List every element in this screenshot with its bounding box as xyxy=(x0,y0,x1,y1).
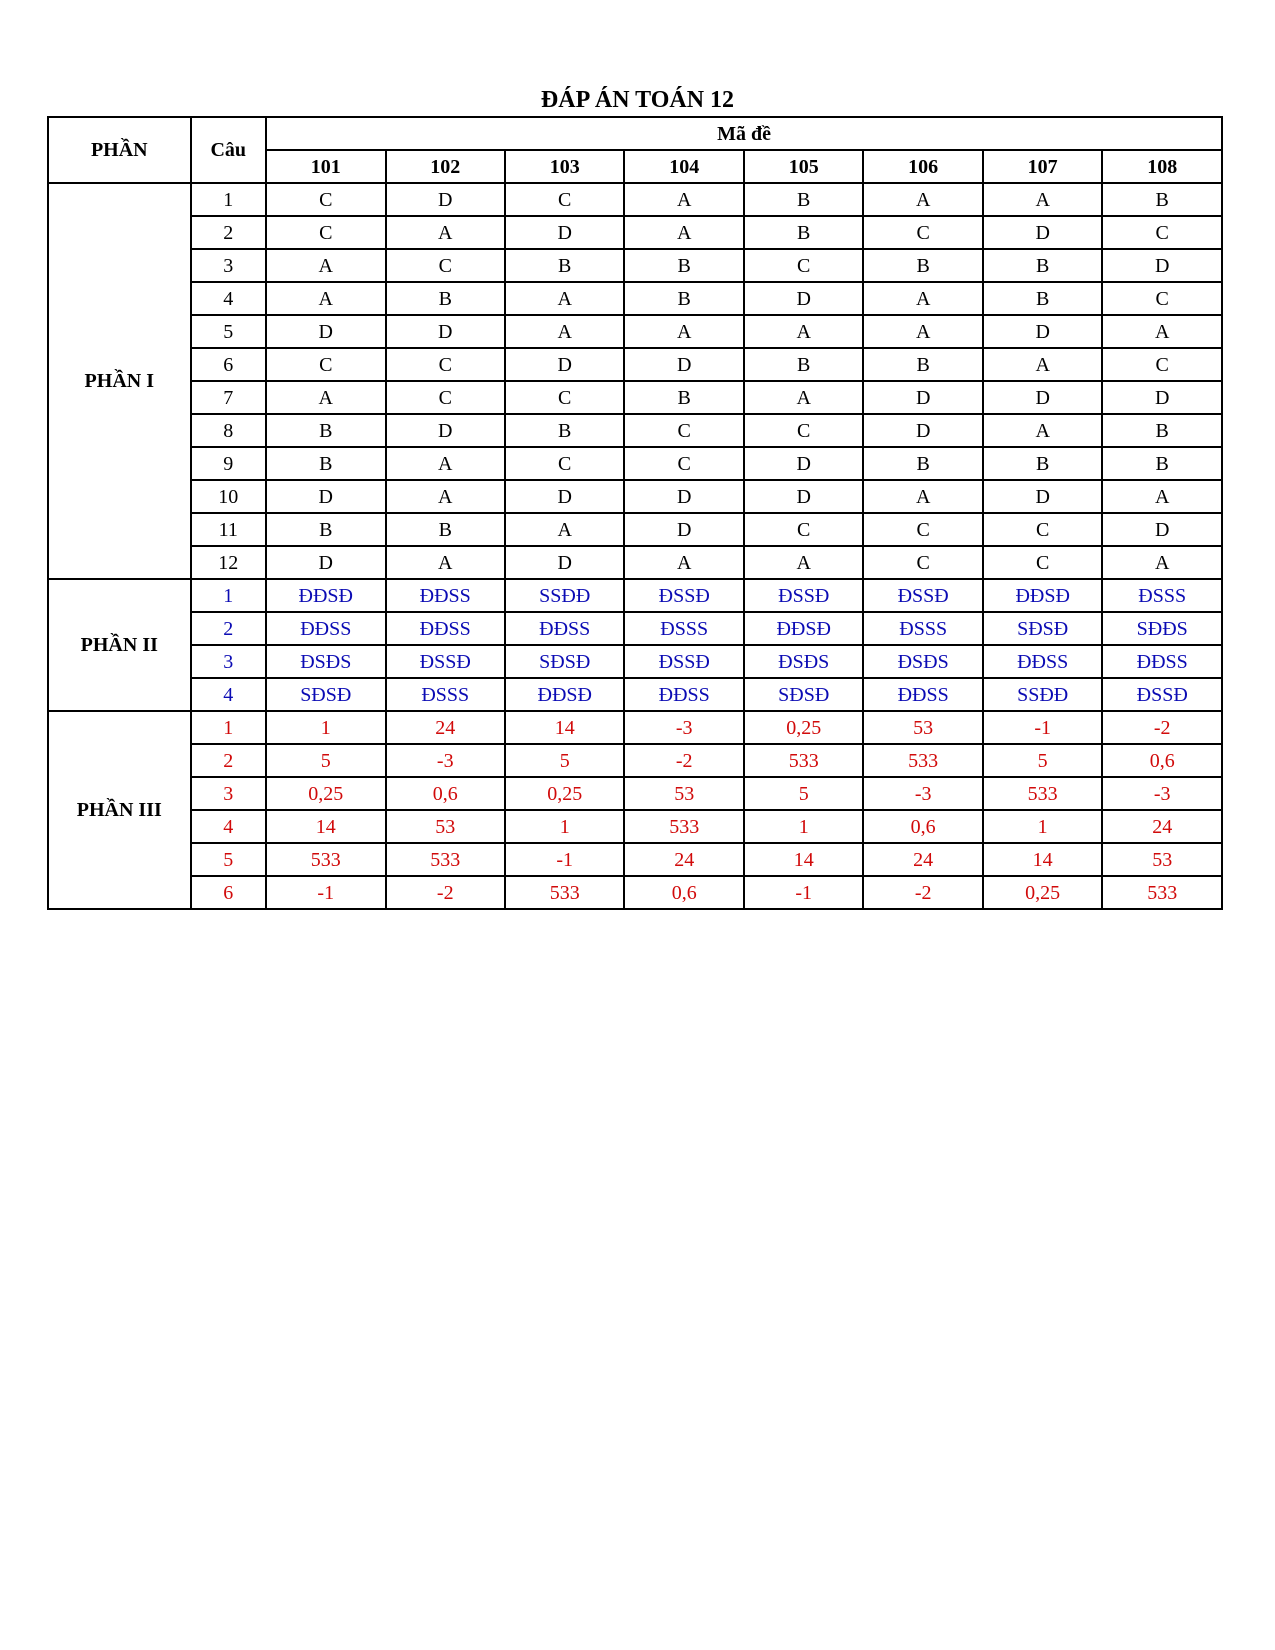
answer-cell: A xyxy=(983,414,1102,447)
table-row xyxy=(48,645,1222,678)
answer-cell: D xyxy=(386,315,505,348)
question-number: 3 xyxy=(191,249,266,282)
question-number: 4 xyxy=(191,678,266,711)
code-header: 105 xyxy=(744,150,863,183)
answer-cell: -3 xyxy=(1102,777,1222,810)
answer-cell: A xyxy=(744,381,863,414)
answer-cell: ĐĐSĐ xyxy=(983,579,1102,612)
answer-cell: D xyxy=(266,315,385,348)
answer-cell: C xyxy=(863,546,982,579)
answer-cell: -1 xyxy=(505,843,624,876)
answer-cell: D xyxy=(505,216,624,249)
answer-cell: A xyxy=(505,282,624,315)
answer-cell: ĐSSĐ xyxy=(386,645,505,678)
answer-cell: ĐSĐS xyxy=(266,645,385,678)
question-number: 7 xyxy=(191,381,266,414)
answer-cell: D xyxy=(983,480,1102,513)
answer-cell: D xyxy=(266,546,385,579)
header-row-top xyxy=(48,117,1222,150)
answer-cell: D xyxy=(505,348,624,381)
table-row xyxy=(48,414,1222,447)
answer-cell: B xyxy=(1102,183,1222,216)
answer-cell: C xyxy=(744,513,863,546)
answer-cell: 0,6 xyxy=(624,876,743,909)
answer-cell: D xyxy=(744,282,863,315)
answer-cell: ĐSĐS xyxy=(744,645,863,678)
answer-cell: 14 xyxy=(505,711,624,744)
question-number: 2 xyxy=(191,612,266,645)
answer-cell: A xyxy=(266,282,385,315)
question-number: 12 xyxy=(191,546,266,579)
answer-cell: B xyxy=(983,249,1102,282)
answer-cell: C xyxy=(266,216,385,249)
table-row xyxy=(48,513,1222,546)
question-number: 2 xyxy=(191,216,266,249)
section-label: PHẦN I xyxy=(48,183,191,579)
code-header: 103 xyxy=(505,150,624,183)
answer-cell: -1 xyxy=(744,876,863,909)
answer-cell: A xyxy=(863,315,982,348)
answer-cell: A xyxy=(1102,480,1222,513)
answer-cell: C xyxy=(1102,216,1222,249)
answer-cell: A xyxy=(386,216,505,249)
answer-cell: D xyxy=(266,480,385,513)
answer-cell: B xyxy=(624,381,743,414)
question-number: 5 xyxy=(191,315,266,348)
answer-cell: ĐSSS xyxy=(386,678,505,711)
answer-cell: 24 xyxy=(624,843,743,876)
answer-cell: 0,6 xyxy=(863,810,982,843)
answer-cell: ĐĐSĐ xyxy=(505,678,624,711)
answer-cell: B xyxy=(266,414,385,447)
answer-cell: D xyxy=(983,315,1102,348)
question-number: 10 xyxy=(191,480,266,513)
table-row xyxy=(48,216,1222,249)
answer-cell: ĐĐSS xyxy=(624,678,743,711)
answer-cell: A xyxy=(624,216,743,249)
section-label: PHẦN III xyxy=(48,711,191,909)
question-number: 6 xyxy=(191,876,266,909)
answer-cell: -3 xyxy=(863,777,982,810)
answer-cell: D xyxy=(1102,249,1222,282)
answer-cell: ĐĐSS xyxy=(386,612,505,645)
answer-cell: B xyxy=(863,348,982,381)
answer-cell: -3 xyxy=(624,711,743,744)
answer-cell: 5 xyxy=(505,744,624,777)
answer-cell: C xyxy=(386,381,505,414)
answer-cell: -3 xyxy=(386,744,505,777)
answer-cell: D xyxy=(1102,381,1222,414)
question-number: 4 xyxy=(191,282,266,315)
answer-cell: 5 xyxy=(983,744,1102,777)
answer-cell: A xyxy=(863,282,982,315)
answer-cell: 533 xyxy=(983,777,1102,810)
phan-header: PHẦN xyxy=(48,117,191,183)
answer-cell: A xyxy=(386,546,505,579)
table-row xyxy=(48,810,1222,843)
answer-cell: 533 xyxy=(624,810,743,843)
answer-cell: 0,25 xyxy=(744,711,863,744)
answer-cell: A xyxy=(863,183,982,216)
table-row xyxy=(48,579,1222,612)
answer-cell: B xyxy=(983,447,1102,480)
answer-cell: 1 xyxy=(744,810,863,843)
answer-cell: ĐĐSS xyxy=(983,645,1102,678)
table-body xyxy=(48,183,1222,909)
answer-cell: A xyxy=(505,315,624,348)
answer-cell: B xyxy=(505,249,624,282)
answer-cell: C xyxy=(505,447,624,480)
question-number: 3 xyxy=(191,777,266,810)
answer-cell: D xyxy=(386,183,505,216)
answer-cell: 533 xyxy=(1102,876,1222,909)
answer-cell: 1 xyxy=(266,711,385,744)
answer-cell: SĐĐS xyxy=(1102,612,1222,645)
answer-cell: ĐSĐS xyxy=(863,645,982,678)
answer-cell: C xyxy=(863,513,982,546)
answer-cell: ĐSSĐ xyxy=(624,579,743,612)
table-row xyxy=(48,546,1222,579)
ma-de-header: Mã đề xyxy=(266,117,1222,150)
answer-cell: ĐĐSS xyxy=(1102,645,1222,678)
question-number: 3 xyxy=(191,645,266,678)
table-row xyxy=(48,183,1222,216)
answer-cell: ĐSSĐ xyxy=(624,645,743,678)
answer-cell: D xyxy=(1102,513,1222,546)
answer-cell: 533 xyxy=(863,744,982,777)
answer-cell: A xyxy=(744,546,863,579)
answer-cell: C xyxy=(1102,348,1222,381)
answer-cell: 5 xyxy=(744,777,863,810)
answer-key-table xyxy=(47,116,1223,910)
answer-cell: B xyxy=(266,447,385,480)
table-row xyxy=(48,381,1222,414)
table-row xyxy=(48,348,1222,381)
answer-cell: C xyxy=(863,216,982,249)
answer-cell: SĐSĐ xyxy=(983,612,1102,645)
answer-cell: B xyxy=(1102,447,1222,480)
answer-cell: ĐSSS xyxy=(863,612,982,645)
answer-cell: 533 xyxy=(744,744,863,777)
answer-cell: B xyxy=(624,282,743,315)
answer-cell: A xyxy=(983,183,1102,216)
answer-cell: ĐĐSS xyxy=(863,678,982,711)
answer-cell: ĐĐSĐ xyxy=(744,612,863,645)
table-row xyxy=(48,249,1222,282)
answer-cell: ĐĐSS xyxy=(505,612,624,645)
code-header: 107 xyxy=(983,150,1102,183)
answer-cell: A xyxy=(266,381,385,414)
answer-cell: D xyxy=(505,480,624,513)
answer-cell: SĐSĐ xyxy=(266,678,385,711)
question-number: 2 xyxy=(191,744,266,777)
answer-cell: 14 xyxy=(983,843,1102,876)
answer-cell: 14 xyxy=(266,810,385,843)
question-number: 11 xyxy=(191,513,266,546)
question-number: 1 xyxy=(191,579,266,612)
table-row xyxy=(48,843,1222,876)
answer-cell: D xyxy=(624,513,743,546)
answer-cell: C xyxy=(386,348,505,381)
table-row xyxy=(48,678,1222,711)
answer-cell: 533 xyxy=(266,843,385,876)
answer-cell: B xyxy=(744,216,863,249)
answer-cell: C xyxy=(744,249,863,282)
answer-cell: B xyxy=(744,183,863,216)
code-header: 102 xyxy=(386,150,505,183)
answer-cell: SĐSĐ xyxy=(505,645,624,678)
cau-header: Câu xyxy=(191,117,266,183)
answer-cell: -1 xyxy=(983,711,1102,744)
answer-cell: A xyxy=(1102,546,1222,579)
code-header: 104 xyxy=(624,150,743,183)
answer-cell: -1 xyxy=(266,876,385,909)
answer-cell: B xyxy=(386,282,505,315)
answer-cell: A xyxy=(505,513,624,546)
answer-cell: ĐSSĐ xyxy=(1102,678,1222,711)
answer-cell: 0,6 xyxy=(386,777,505,810)
question-number: 1 xyxy=(191,183,266,216)
answer-cell: 533 xyxy=(505,876,624,909)
answer-cell: B xyxy=(624,249,743,282)
answer-cell: ĐSSS xyxy=(1102,579,1222,612)
answer-cell: C xyxy=(505,183,624,216)
answer-cell: 53 xyxy=(1102,843,1222,876)
answer-cell: 1 xyxy=(505,810,624,843)
answer-cell: A xyxy=(624,183,743,216)
section-label: PHẦN II xyxy=(48,579,191,711)
answer-cell: B xyxy=(863,249,982,282)
answer-cell: A xyxy=(983,348,1102,381)
answer-cell: -2 xyxy=(863,876,982,909)
answer-cell: SĐSĐ xyxy=(744,678,863,711)
answer-cell: D xyxy=(983,381,1102,414)
answer-cell: A xyxy=(386,447,505,480)
answer-cell: C xyxy=(266,348,385,381)
answer-cell: C xyxy=(266,183,385,216)
answer-cell: D xyxy=(386,414,505,447)
question-number: 9 xyxy=(191,447,266,480)
answer-cell: D xyxy=(505,546,624,579)
answer-cell: 0,25 xyxy=(983,876,1102,909)
answer-cell: B xyxy=(505,414,624,447)
table-row xyxy=(48,744,1222,777)
answer-cell: C xyxy=(983,546,1102,579)
answer-cell: B xyxy=(744,348,863,381)
answer-cell: SSĐĐ xyxy=(983,678,1102,711)
answer-cell: -2 xyxy=(1102,711,1222,744)
answer-cell: 14 xyxy=(744,843,863,876)
question-number: 5 xyxy=(191,843,266,876)
table-row xyxy=(48,876,1222,909)
table-row xyxy=(48,480,1222,513)
answer-cell: SSĐĐ xyxy=(505,579,624,612)
answer-cell: -2 xyxy=(624,744,743,777)
answer-cell: A xyxy=(624,546,743,579)
answer-cell: B xyxy=(266,513,385,546)
question-number: 8 xyxy=(191,414,266,447)
question-number: 4 xyxy=(191,810,266,843)
code-header: 101 xyxy=(266,150,385,183)
answer-cell: B xyxy=(1102,414,1222,447)
answer-cell: 53 xyxy=(863,711,982,744)
answer-cell: ĐSSĐ xyxy=(744,579,863,612)
question-number: 6 xyxy=(191,348,266,381)
answer-cell: 1 xyxy=(983,810,1102,843)
answer-cell: D xyxy=(744,480,863,513)
code-header: 108 xyxy=(1102,150,1222,183)
answer-cell: C xyxy=(505,381,624,414)
answer-cell: ĐĐSĐ xyxy=(266,579,385,612)
answer-cell: A xyxy=(744,315,863,348)
answer-cell: 0,25 xyxy=(266,777,385,810)
table-row xyxy=(48,612,1222,645)
answer-cell: 53 xyxy=(624,777,743,810)
answer-cell: A xyxy=(863,480,982,513)
answer-cell: A xyxy=(266,249,385,282)
answer-cell: C xyxy=(624,414,743,447)
table-header xyxy=(48,117,1222,183)
answer-cell: 533 xyxy=(386,843,505,876)
answer-cell: D xyxy=(983,216,1102,249)
answer-cell: 53 xyxy=(386,810,505,843)
answer-cell: B xyxy=(983,282,1102,315)
answer-cell: ĐSSS xyxy=(624,612,743,645)
question-number: 1 xyxy=(191,711,266,744)
answer-cell: 24 xyxy=(386,711,505,744)
answer-cell: A xyxy=(624,315,743,348)
answer-cell: A xyxy=(386,480,505,513)
answer-cell: C xyxy=(1102,282,1222,315)
answer-cell: B xyxy=(386,513,505,546)
answer-cell: ĐĐSS xyxy=(266,612,385,645)
table-row xyxy=(48,447,1222,480)
answer-cell: C xyxy=(386,249,505,282)
answer-cell: A xyxy=(1102,315,1222,348)
answer-cell: -2 xyxy=(386,876,505,909)
answer-cell: 24 xyxy=(1102,810,1222,843)
document-title: ĐÁP ÁN TOÁN 12 xyxy=(540,87,735,113)
answer-cell: ĐSSĐ xyxy=(863,579,982,612)
code-header: 106 xyxy=(863,150,982,183)
answer-cell: D xyxy=(863,414,982,447)
answer-cell: D xyxy=(624,480,743,513)
answer-cell: ĐĐSS xyxy=(386,579,505,612)
answer-cell: 5 xyxy=(266,744,385,777)
answer-cell: D xyxy=(744,447,863,480)
answer-cell: 0,6 xyxy=(1102,744,1222,777)
answer-cell: 24 xyxy=(863,843,982,876)
answer-cell: C xyxy=(744,414,863,447)
table-row xyxy=(48,282,1222,315)
answer-cell: D xyxy=(624,348,743,381)
answer-cell: C xyxy=(983,513,1102,546)
answer-cell: B xyxy=(863,447,982,480)
table-row xyxy=(48,711,1222,744)
answer-cell: D xyxy=(863,381,982,414)
answer-cell: C xyxy=(624,447,743,480)
table-row xyxy=(48,777,1222,810)
answer-cell: 0,25 xyxy=(505,777,624,810)
table-row xyxy=(48,315,1222,348)
